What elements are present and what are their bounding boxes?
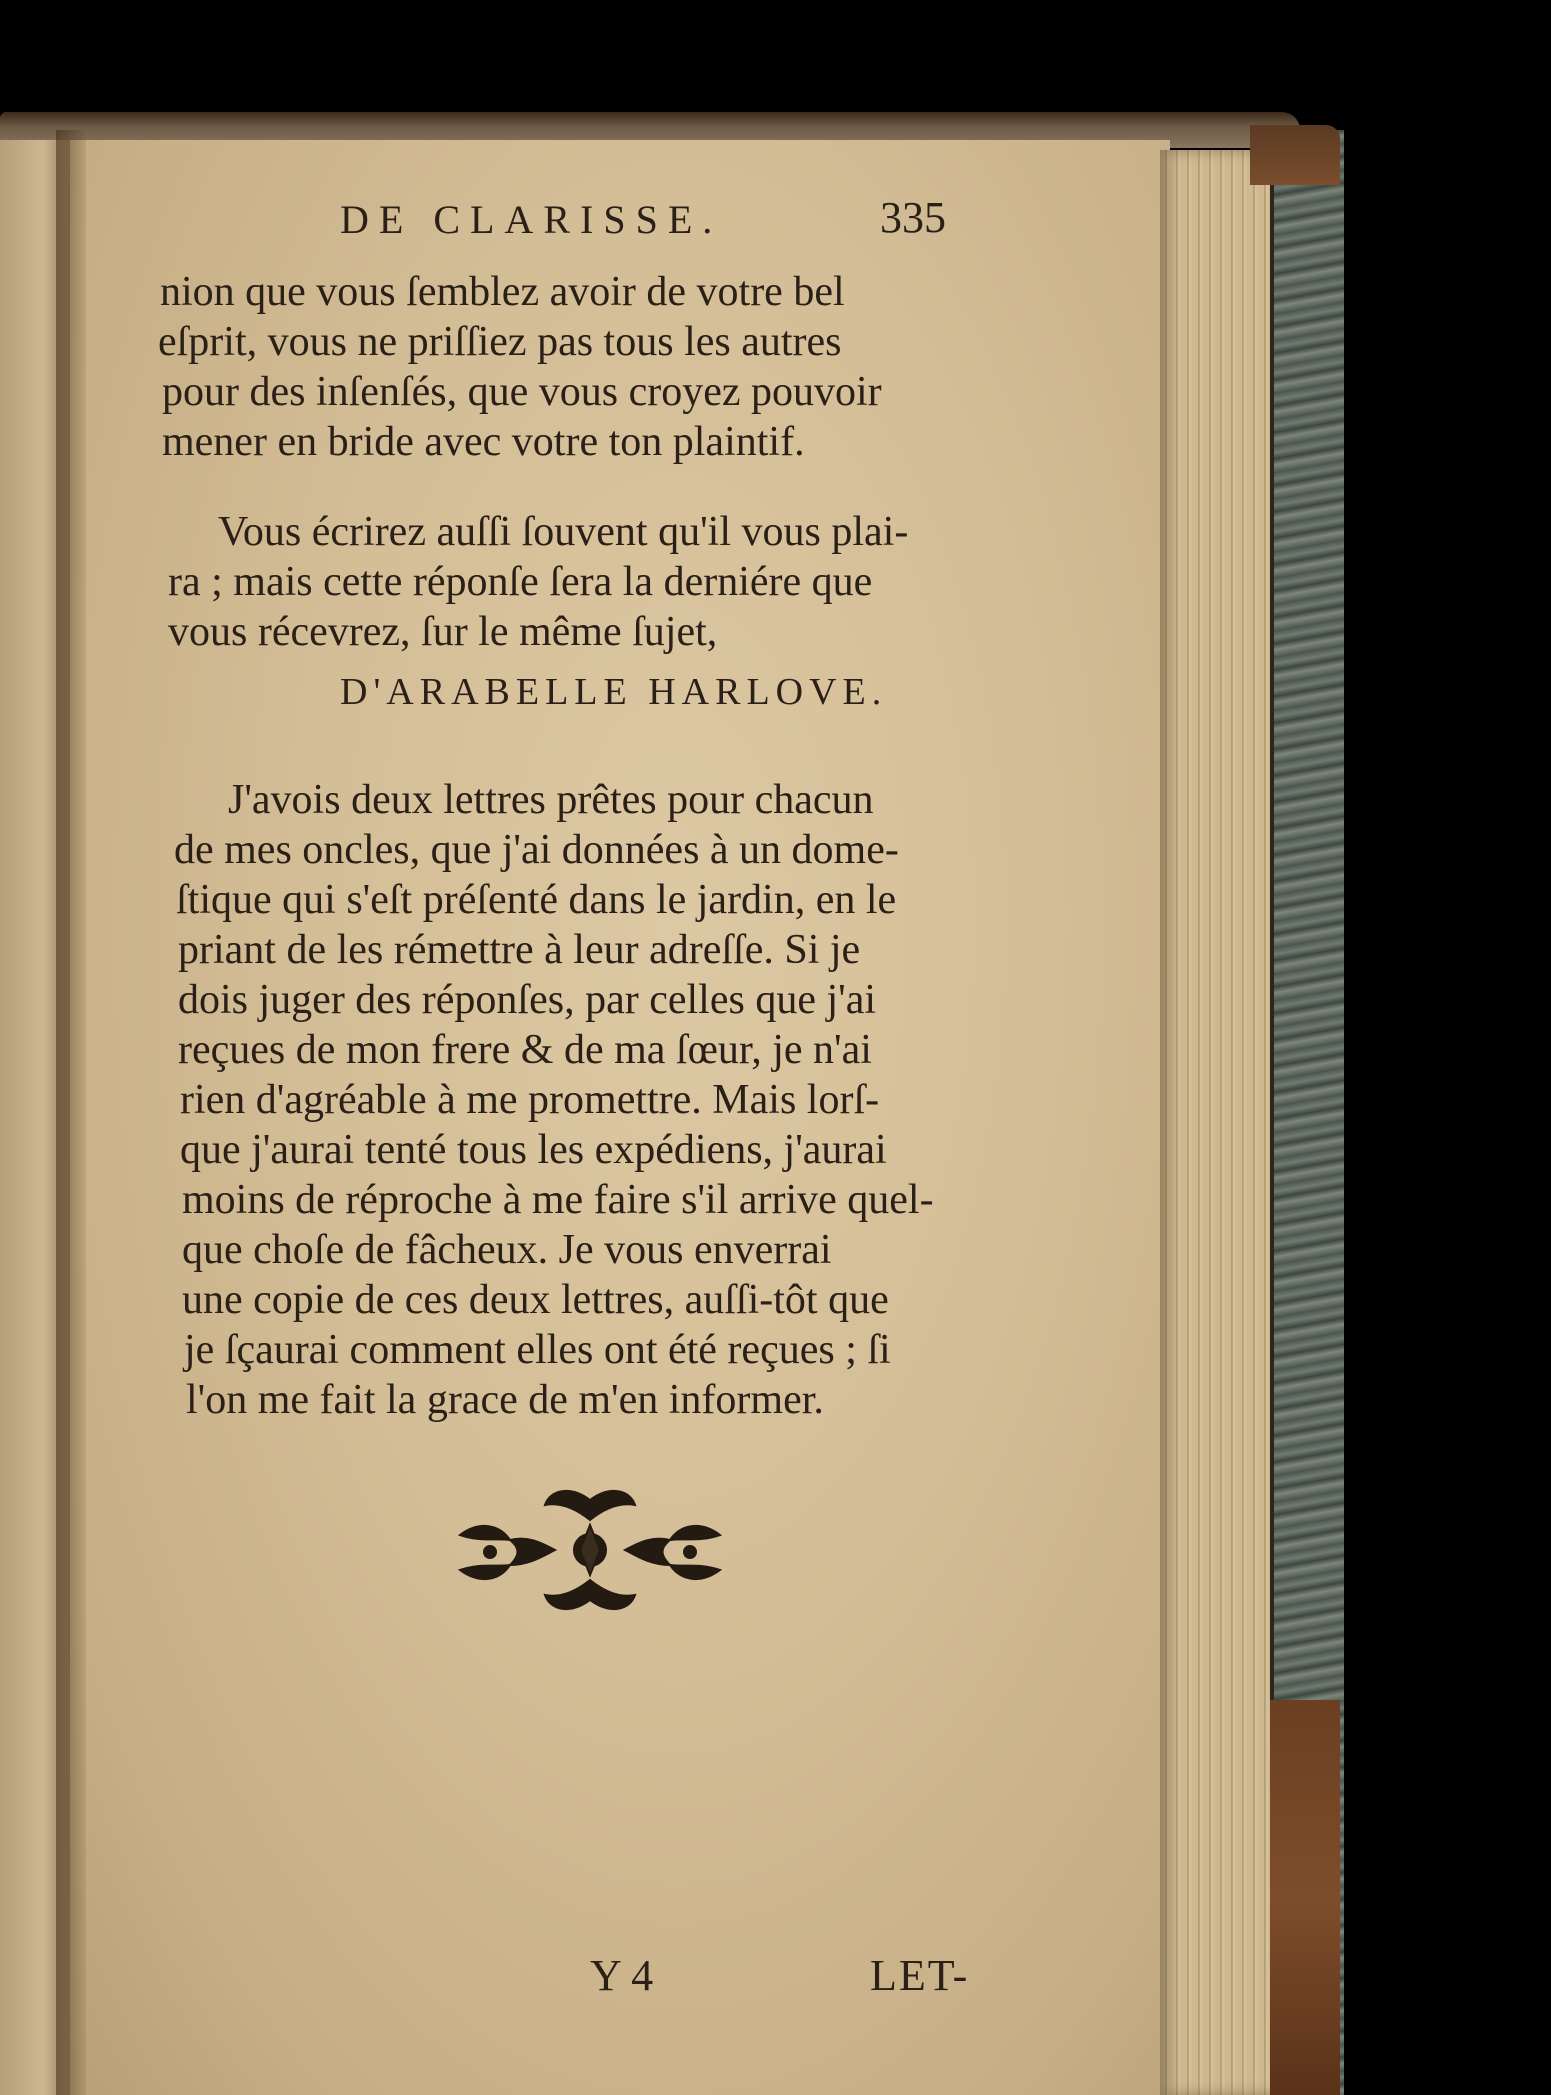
body-line: eſprit, vous ne priſſiez pas tous les autres <box>158 319 842 365</box>
body-line: J'avois deux lettres prêtes pour chacun <box>228 777 874 823</box>
body-line: mener en bride avec votre ton plaintif. <box>162 419 805 465</box>
body-line: pour des inſenſés, que vous croyez pouvoir <box>162 369 882 415</box>
body-line: je ſçaurai comment elles ont été reçues ; ſi <box>184 1327 891 1373</box>
body-line: ra ; mais cette réponſe ſera la derniére que <box>168 559 873 605</box>
body-line: priant de les rémettre à leur adreſſe. Si je <box>178 927 861 973</box>
body-line: vous récevrez, ſur le même ſujet, <box>168 609 718 655</box>
leather-cover-corner <box>1270 1700 1340 2095</box>
floral-ornament-icon <box>450 1480 730 1620</box>
body-line: ſtique qui s'eſt préſenté dans le jardin, en le <box>176 877 897 923</box>
letter-signature: D'ARABELLE HARLOVE. <box>340 671 888 713</box>
page-fore-edge <box>1160 150 1280 2095</box>
body-line: une copie de ces deux lettres, auſſi-tôt que <box>182 1277 889 1323</box>
page-gutter <box>56 130 86 2095</box>
body-line: l'on me fait la grace de m'en informer. <box>186 1377 824 1423</box>
page-number: 335 <box>880 193 946 242</box>
body-line: reçues de mon frere & de ma ſœur, je n'ai <box>178 1027 872 1073</box>
body-line: de mes oncles, que j'ai données à un dome- <box>174 827 899 873</box>
body-line: que j'aurai tenté tous les expédiens, j'aurai <box>180 1127 887 1173</box>
running-head: DE CLARISSE. <box>340 197 723 242</box>
signature-mark: Y 4 <box>590 1951 654 2000</box>
catchword: LET- <box>870 1951 970 2000</box>
body-line: Vous écrirez auſſi ſouvent qu'il vous plai- <box>218 509 909 555</box>
body-line: dois juger des réponſes, par celles que j'ai <box>178 977 877 1023</box>
body-line: rien d'agréable à me promettre. Mais lorſ- <box>180 1077 880 1123</box>
leather-cover-top <box>1250 125 1340 185</box>
body-line: nion que vous ſemblez avoir de votre bel <box>160 269 845 315</box>
body-line: moins de réproche à me faire s'il arrive quel- <box>182 1177 934 1223</box>
body-line: que choſe de fâcheux. Je vous enverrai <box>182 1227 832 1273</box>
